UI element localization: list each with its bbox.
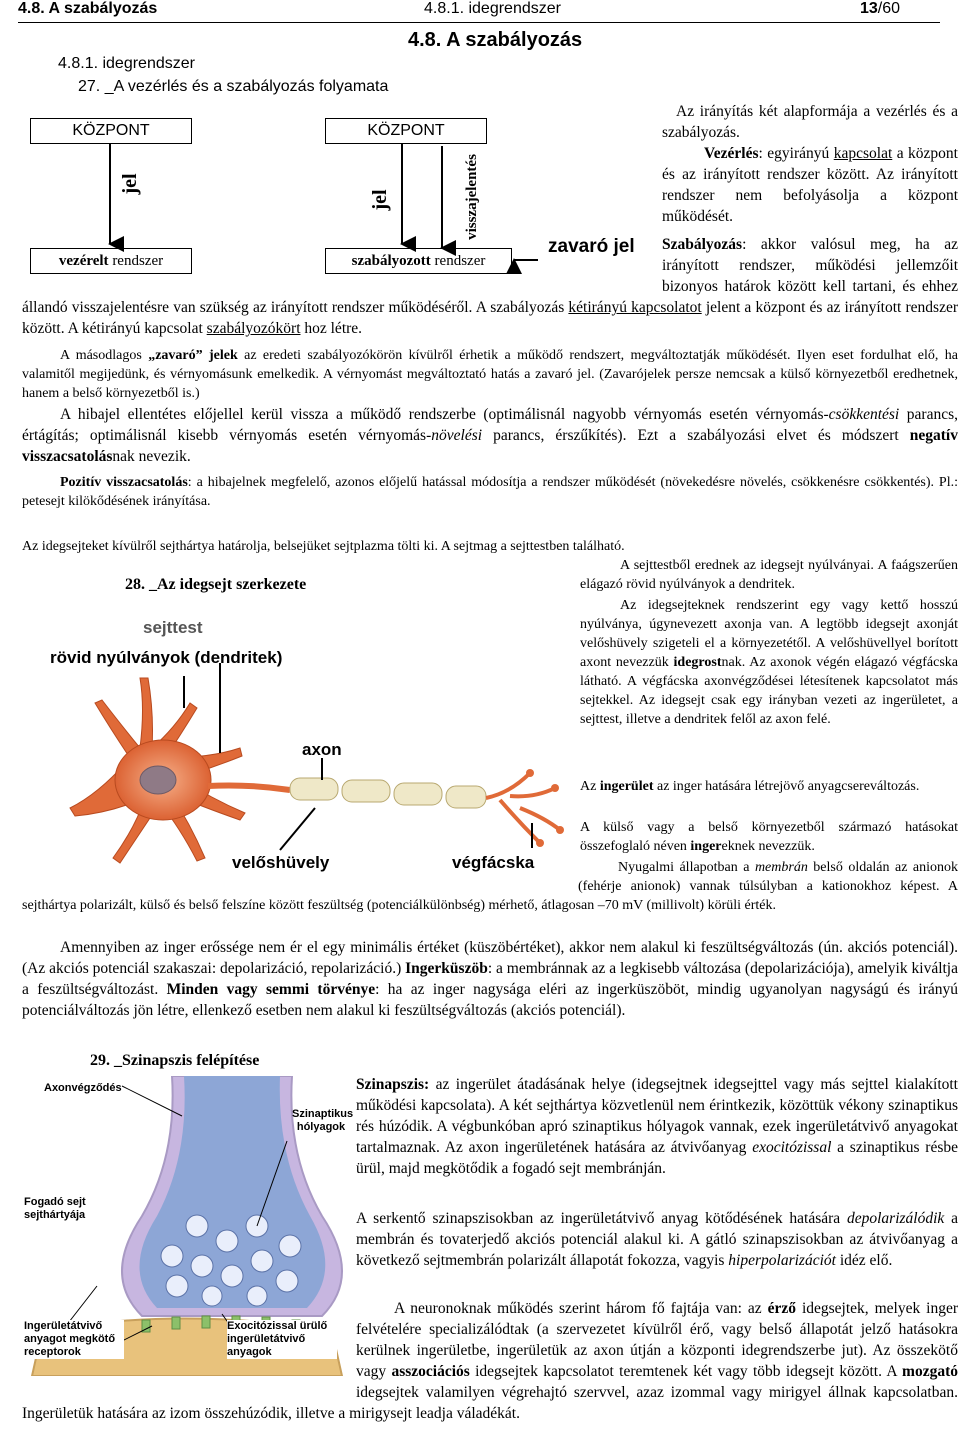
neuron-text-2: Az idegsejteknek rendszerint egy vagy kettő hosszú nyúlványa, úgynevezett axonja van. A legtöbb idegsejt axonját velőshüvely szigeteli el a környezetétől. A velőshüvellyel borított axont nevezzük idegrostnak. Az axonok végén elágazó végfácska látható. A végfácska axonvégződései létesítenek kapcsolatot más sejtekkel. Az idegsejt csak egy irányban vezeti az ingerületet, a sejttest, illetve a dendritek felől az axon felé.: [580, 598, 958, 727]
regulated-system-box: szabályozott rendszer: [325, 248, 512, 274]
neuron-types-paragraph: A neuronoknak működés szerint három fő fajtája van: az érző idegsejtek, melyek inger felvételére specializálódtak (a szervezetet kívülről érő, vagy belső állapotát jelző hatásokra kerülnek ingerületbe, ingerületük az axon útján a központi idegrendszerbe jut). Az összekötő vagy asszociációs idegsejtek kapcsolatot teremtenek két vagy több idegsejt között. A mozgató idegsejtek valamilyen végrehajtó szervvel, azaz izommal vagy mirigyel állnak kapcsolatban. Ingerületük hatására az izom összehúzódik, illetve a mirigysejt leadja váladékát.: [22, 1300, 959, 1422]
label-terminal: végfácska: [452, 853, 535, 872]
neuron-text-1: A sejttestből erednek az idegsejt nyúlványai. A faágszerűen elágazó rövid nyúlványok a dendritek.: [580, 558, 958, 592]
header-rule: [18, 22, 940, 23]
controlled-system-box: vezérelt rendszer: [30, 248, 192, 274]
section-title: 4.8. A szabályozás: [408, 29, 583, 51]
toc-item-27: 27. _A vezérlés és a szabályozás folyamata: [78, 78, 389, 95]
synapse-figure-title: 29. _Szinapszis felépítése: [90, 1052, 260, 1069]
synapse-definition: Szinapszis: az ingerület átadásának helye (idegsejtnek idegsejttel vagy más sejttel kialakított működési kapcsolata). A két sejthártya közvetlenül nem érintkezik, közöttük vékony szinaptikus rés húzódik. A végbunkóban apró szinaptikus hólyagok vannak, ezek ingerületátvivő anyagokat tartalmaznak. Az axon ingerületének hatására az átvivőanyag exocitózissal a szinaptikus résbe ürül, majd megkötődik a fogadó sejt membránján.: [356, 1076, 959, 1177]
disturbance-label: zavaró jel: [548, 236, 635, 257]
regulation-definition: Szabályozás: akkor valósul meg, ha az irányított rendszer, működési jellemzőit bizonyos határok között kell tartani, és ehhez állandó visszajelentésre van szükség az irányított rendszer működéséről. A szabályozás kétirányú kapcsolatot jelent a központ és az irányított rendszer között. A kétirányú kapcsolat szabályozókört hoz létre.: [22, 236, 959, 337]
neuron-intro: Az idegsejteket kívülről sejthártya határolja, belsejüket sejtplazma tölti ki. A sejtmag a sejttestben található.: [22, 539, 625, 554]
synapse-excitatory: A serkentő szinapszisokban az ingerületátvivő anyag kötődésének hatására depolarizálódik a membrán és tovaterjedő akciós potenciál alakul ki. A gátló szinapszisokban az átvivőanyag a következő sejtmembrán polarizált állapotát fokozza, vagyis hiperpolarizációt idéz elő.: [356, 1210, 958, 1269]
signal-label-right: jel: [369, 189, 391, 211]
label-vesicles: Szinaptikus hólyagok: [292, 1108, 354, 1133]
center-box-right: KÖZPONT: [325, 118, 487, 144]
positive-feedback-paragraph: Pozitív visszacsatolás: a hibajelnek megfelelő, azonos előjelű hatással módosítja a rendszer működését (növekedésre növelés, csökkenésre csökkentés). Pl.: petesejt kilökődésének irányítása.: [22, 475, 958, 509]
neuron-text-4: A külső vagy a belső környezetből származó hatásokat összefoglaló néven ingereknek nevezzük.: [580, 820, 958, 854]
label-cell-body: sejttest: [143, 618, 203, 637]
control-definition: Vezérlés: egyirányú kapcsolat a központ és az irányított rendszer között. Az irányított rendszer nem befolyásolja a központ működését.: [662, 145, 958, 225]
label-myelin: velőshüvely: [232, 853, 330, 872]
negative-feedback-paragraph: A hibajel ellentétes előjellel kerül vissza a működő rendszerbe (optimálisnál nagyobb vérnyomás esetén vérnyomás-csökkentési parancs, értágítás; optimálisnál kisebb vérnyomás esetén vérnyomás-növelési parancs, érszűkítés). Ezt a szabályozási elvet és módszert negatív visszacsatolásnak nevezik.: [22, 406, 958, 465]
label-receptors: Ingerületátvivő anyagot megkötő receptorok: [24, 1320, 124, 1359]
resting-potential-paragraph: Nyugalmi állapotban a membrán belső oldalán az anionok (fehérje anionok) vannak túlsúlyban a kationokhoz képest. A sejthártya polarizált, külső és belső felszíne között feszültség (potenciálkülönbség) mérhető, átlagosan –70 mV (millivolt) körüli érték.: [22, 860, 958, 913]
myelin-sheath: [290, 778, 486, 808]
label-axon-terminal: Axonvégződés: [44, 1082, 122, 1094]
label-receiving-membrane: Fogadó sejt sejthártyája: [24, 1196, 86, 1221]
center-box-left: KÖZPONT: [30, 118, 192, 144]
running-header-center: 4.8.1. idegrendszer: [424, 0, 561, 17]
disturbance-paragraph: A másodlagos „zavaró” jelek az eredeti szabályozókörön kívülről érhetik a működő rendszert, megváltoztatják működését. Ilyen eset fordulhat elő, ha valamitől megijedünk, és vérnyomásunk emelkedik. A vérnyomást megváltoztató hatás a zavaró jel. (Zavarójelek persze nemcsak a külső környezetből eredhetnek, hanem a belső környezetből is.): [22, 348, 958, 401]
label-exocytosis: Exocitózissal ürülő ingerületátvivő anyagok: [227, 1320, 337, 1359]
neuron-figure-title: 28. _Az idegsejt szerkezete: [125, 576, 307, 593]
toc-sub: 4.8.1. idegrendszer: [58, 55, 195, 72]
feedback-label: visszajelentés: [464, 154, 480, 240]
intro-paragraph: [662, 101, 958, 227]
neuron-text-3: Az ingerület az inger hatására létrejövő anyagcsereváltozás.: [580, 779, 920, 794]
page-number: 13/60: [860, 0, 901, 17]
signal-label-left: jel: [119, 173, 141, 195]
intro-line: Az irányítás két alapformája a vezérlés és a szabályozás.: [662, 103, 958, 141]
running-header-left: 4.8. A szabályozás: [18, 0, 158, 17]
label-axon: axon: [302, 740, 342, 759]
action-potential-paragraph: Amennyiben az inger erőssége nem ér el egy minimális értéket (küszöbértéket), akkor nem alakul ki feszültségváltozás (ún. akciós potenciál). (Az akciós potenciál szakaszai: depolarizáció, repolarizáció.) Ingerküszöb: a membránnak az a legkisebb változása (depolarizációja), amelyik kiváltja a feszültségváltozást. Minden vagy semmi törvénye: ha az inger nagysága eléri az ingerküszöböt, mindig ugyanolyan nagyságú és irányú potenciálváltozás jön létre, ellenkező esetben nem alakul ki feszültségváltozás (akciós potenciál).: [22, 939, 959, 1019]
label-dendrites: rövid nyúlványok (dendritek): [50, 648, 283, 667]
